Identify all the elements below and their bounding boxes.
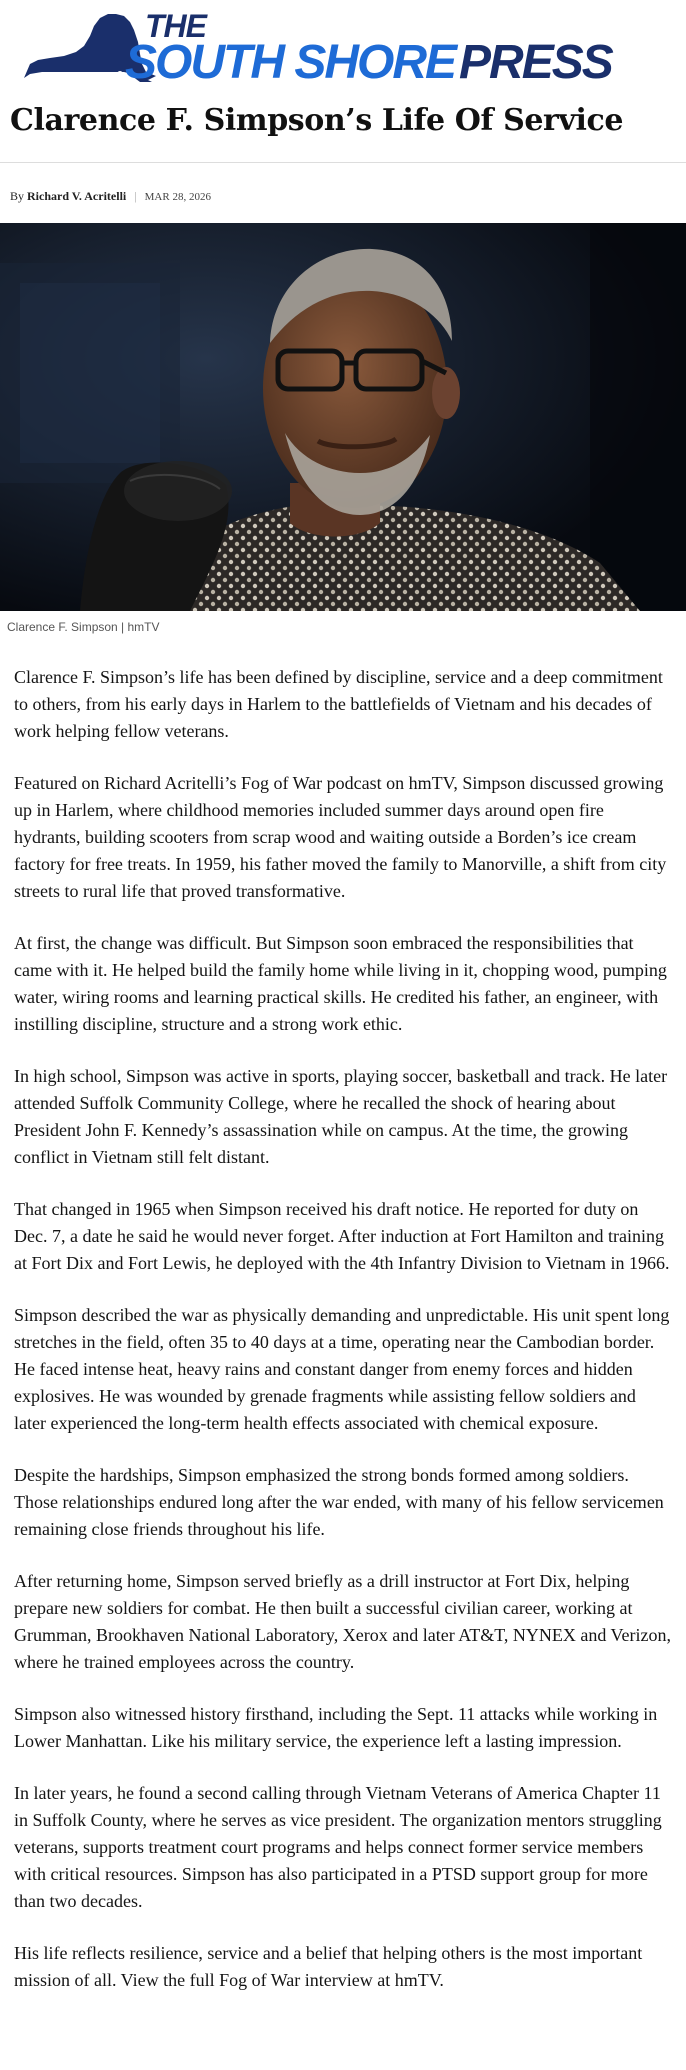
article-paragraph: Clarence F. Simpson’s life has been defined by discipline, service and a deep commitment to others, from his early days in Harlem to the battlefields of Vietnam and his decades of work helping fellow veterans. [14, 667, 663, 741]
hero-image [0, 223, 686, 611]
article-paragraph: After returning home, Simpson served briefly as a drill instructor at Fort Dix, helping prepare new soldiers for combat. He then built a successful civilian career, working at Grumman, Brookhaven National Laboratory, Xerox and later AT&T, NYNEX and Verizon, where he trained employees across the country. [14, 1571, 671, 1672]
article-paragraph: In high school, Simpson was active in sports, playing soccer, basketball and track. He later attended Suffolk Community College, where he recalled the shock of hearing about President John F. Kennedy’s assassination while on campus. At the time, the growing conflict in Vietnam still felt distant. [14, 1066, 668, 1167]
article-paragraph: Simpson described the war as physically demanding and unpredictable. His unit spent long stretches in the field, often 35 to 40 days at a time, operating near the Cambodian border. He faced intense heat, heavy rains and constant danger from enemy forces and hidden explosives. He was wounded by grenade fragments while assisting fellow soldiers and later experienced the long-term health effects associated with chemical exposure. [14, 1305, 670, 1433]
article-paragraph: Simpson also witnessed history firsthand, including the Sept. 11 attacks while working in Lower Manhattan. Like his military service, the experience left a lasting impression. [14, 1704, 658, 1751]
author-name[interactable]: Richard V. Acritelli [27, 189, 127, 203]
masthead [0, 0, 686, 96]
article-paragraph: At first, the change was difficult. But Simpson soon embraced the responsibilities that came with it. He helped build the family home while living in it, chopping wood, pumping water, wiring rooms and learning practical skills. He credited his father, an engineer, with instilling discipline, structure and a strong work ethic. [14, 933, 667, 1034]
article-body [0, 651, 686, 1994]
logo-the-text: THE [145, 8, 206, 44]
byline [0, 163, 686, 215]
article-headline: Clarence F. Simpson’s Life Of Service [10, 103, 624, 138]
article-paragraph: Despite the hardships, Simpson emphasized the strong bonds formed among soldiers. Those relationships endured long after the war ended, with many of his fellow servicemen remaining close friends throughout his life. [14, 1465, 664, 1539]
site-logo[interactable] [20, 6, 612, 90]
article-paragraph: That changed in 1965 when Simpson received his draft notice. He reported for duty on Dec. 7, a date he said he would never forget. After induction at Fort Hamilton and training at Fort Dix and Fort Lewis, he deployed with the 4th Infantry Division to Vietnam in 1966. [14, 1199, 670, 1273]
article-paragraph: Featured on Richard Acritelli’s Fog of War podcast on hmTV, Simpson discussed growing up in Harlem, where childhood memories included summer days around open fire hydrants, building scooters from scrap wood and waiting outside a Borden’s ice cream factory for free treats. In 1959, his father moved the family to Manorville, a shift from city streets to rural life that proved transformative. [14, 773, 667, 901]
article-paragraph: His life reflects resilience, service and a belief that helping others is the most important mission of all. View the full Fog of War interview at hmTV. [14, 1943, 643, 1990]
publish-date: MAR 28, 2026 [144, 191, 211, 203]
logo-south-shore-text: SOUTH SHORE [125, 36, 456, 89]
logo-press-text: PRESS [459, 36, 612, 89]
portrait-photo [0, 223, 686, 611]
image-caption: Clarence F. Simpson | hmTV [7, 620, 160, 634]
article-paragraph: In later years, he found a second calling through Vietnam Veterans of America Chapter 11 in Suffolk County, where he serves as vice president. The organization mentors struggling veterans, supports treatment court programs and helps connect former service members with critical resources. Simpson has also participated in a PTSD support group for more than two decades. [14, 1783, 662, 1911]
byline-separator: | [134, 189, 137, 203]
byline-prefix: By [10, 189, 25, 203]
logo-wordmark [125, 36, 612, 90]
